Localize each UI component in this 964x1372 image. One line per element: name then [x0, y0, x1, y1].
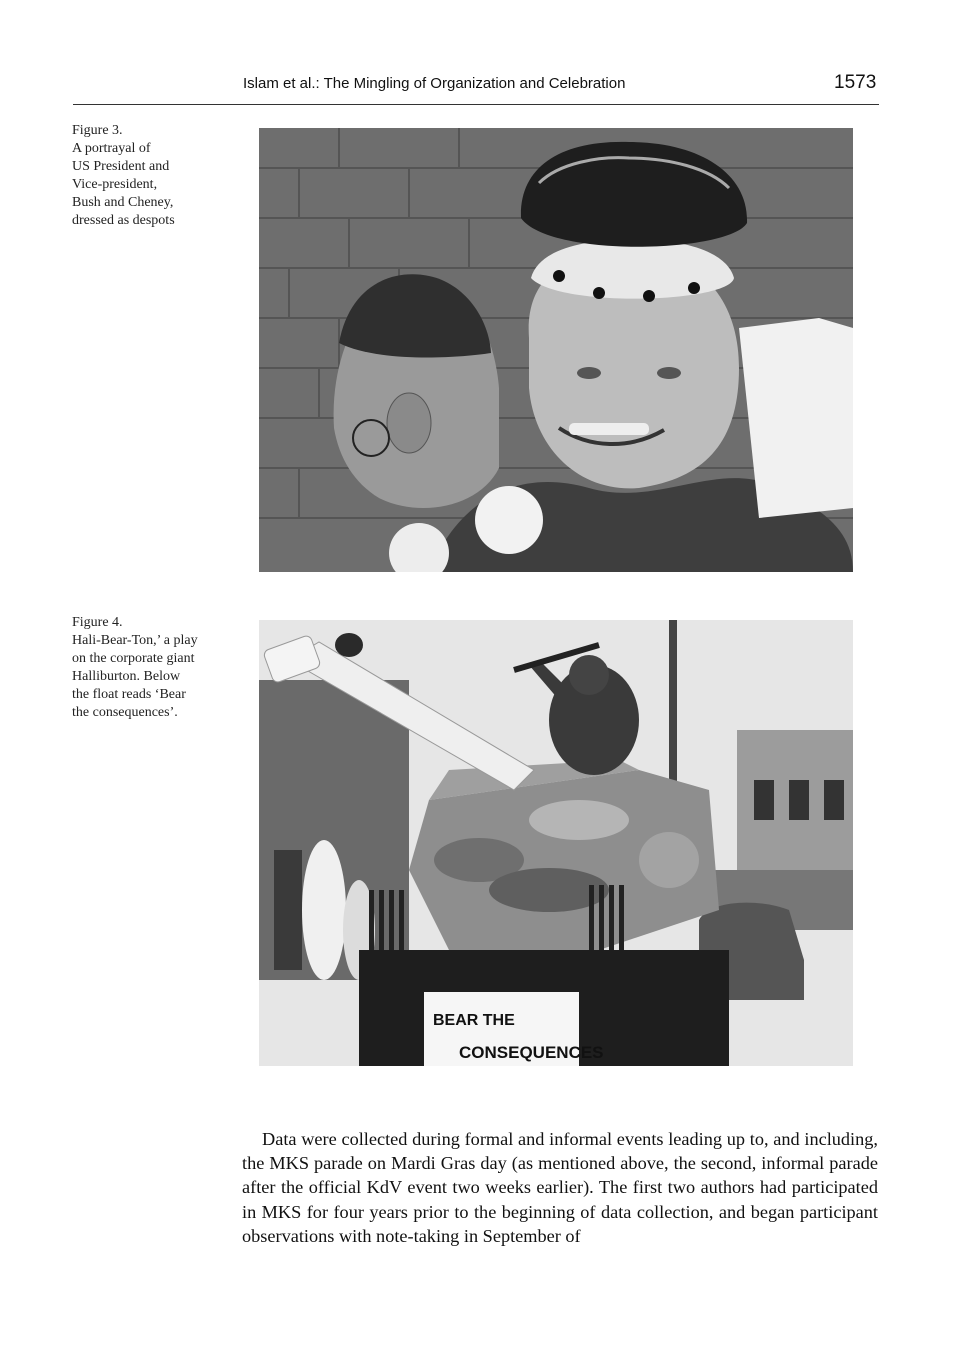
header-rule — [73, 104, 879, 105]
figure-4-photo-illustration — [259, 620, 853, 1066]
figure-3-caption-line: A portrayal of — [72, 141, 151, 156]
figure-3-photo — [259, 128, 853, 572]
figure-3-caption-line: dressed as despots — [72, 213, 175, 228]
banner-text-line2: CONSEQUENCES — [459, 1043, 604, 1062]
figure-3-caption — [72, 122, 232, 230]
white-sign — [739, 318, 853, 518]
figure-3-photo-illustration — [259, 128, 853, 572]
bush-mask — [521, 142, 747, 488]
figure-4-caption-line: Hali-Bear-Ton,’ a play — [72, 633, 198, 648]
figure-4-photo — [259, 620, 853, 1066]
figure-4-caption-line: the float reads ‘Bear — [72, 687, 186, 702]
figure-4-caption-line: Halliburton. Below — [72, 669, 181, 684]
figure-3-caption-line: US President and — [72, 159, 170, 174]
body-text — [242, 1127, 878, 1248]
body-paragraph: Data were collected during formal and informal events leading up to, and including, the MKS parade on Mardi Gras day (as mentioned above, the second, informal parade after the official KdV event two weeks earlier). The first two authors had participated in MKS for four years prior to the beginning of data collection, and began participant observations with note-taking in September of — [242, 1129, 878, 1246]
figure-3-label: Figure 3. — [72, 123, 123, 138]
figure-4-caption — [72, 614, 232, 722]
cheney-mask — [334, 274, 499, 508]
banner-text-line1: BEAR THE — [433, 1012, 515, 1029]
page-number: 1573 — [834, 72, 877, 93]
figure-4-caption-line: the consequences’. — [72, 705, 178, 720]
pompom — [475, 486, 543, 554]
figure-4-label: Figure 4. — [72, 615, 123, 630]
figure-4-caption-line: on the corporate giant — [72, 651, 195, 666]
figure-3-caption-line: Vice-president, — [72, 177, 158, 192]
figure-3-caption-line: Bush and Cheney, — [72, 195, 174, 210]
running-header-title: Islam et al.: The Mingling of Organization and Celebration — [243, 75, 626, 92]
